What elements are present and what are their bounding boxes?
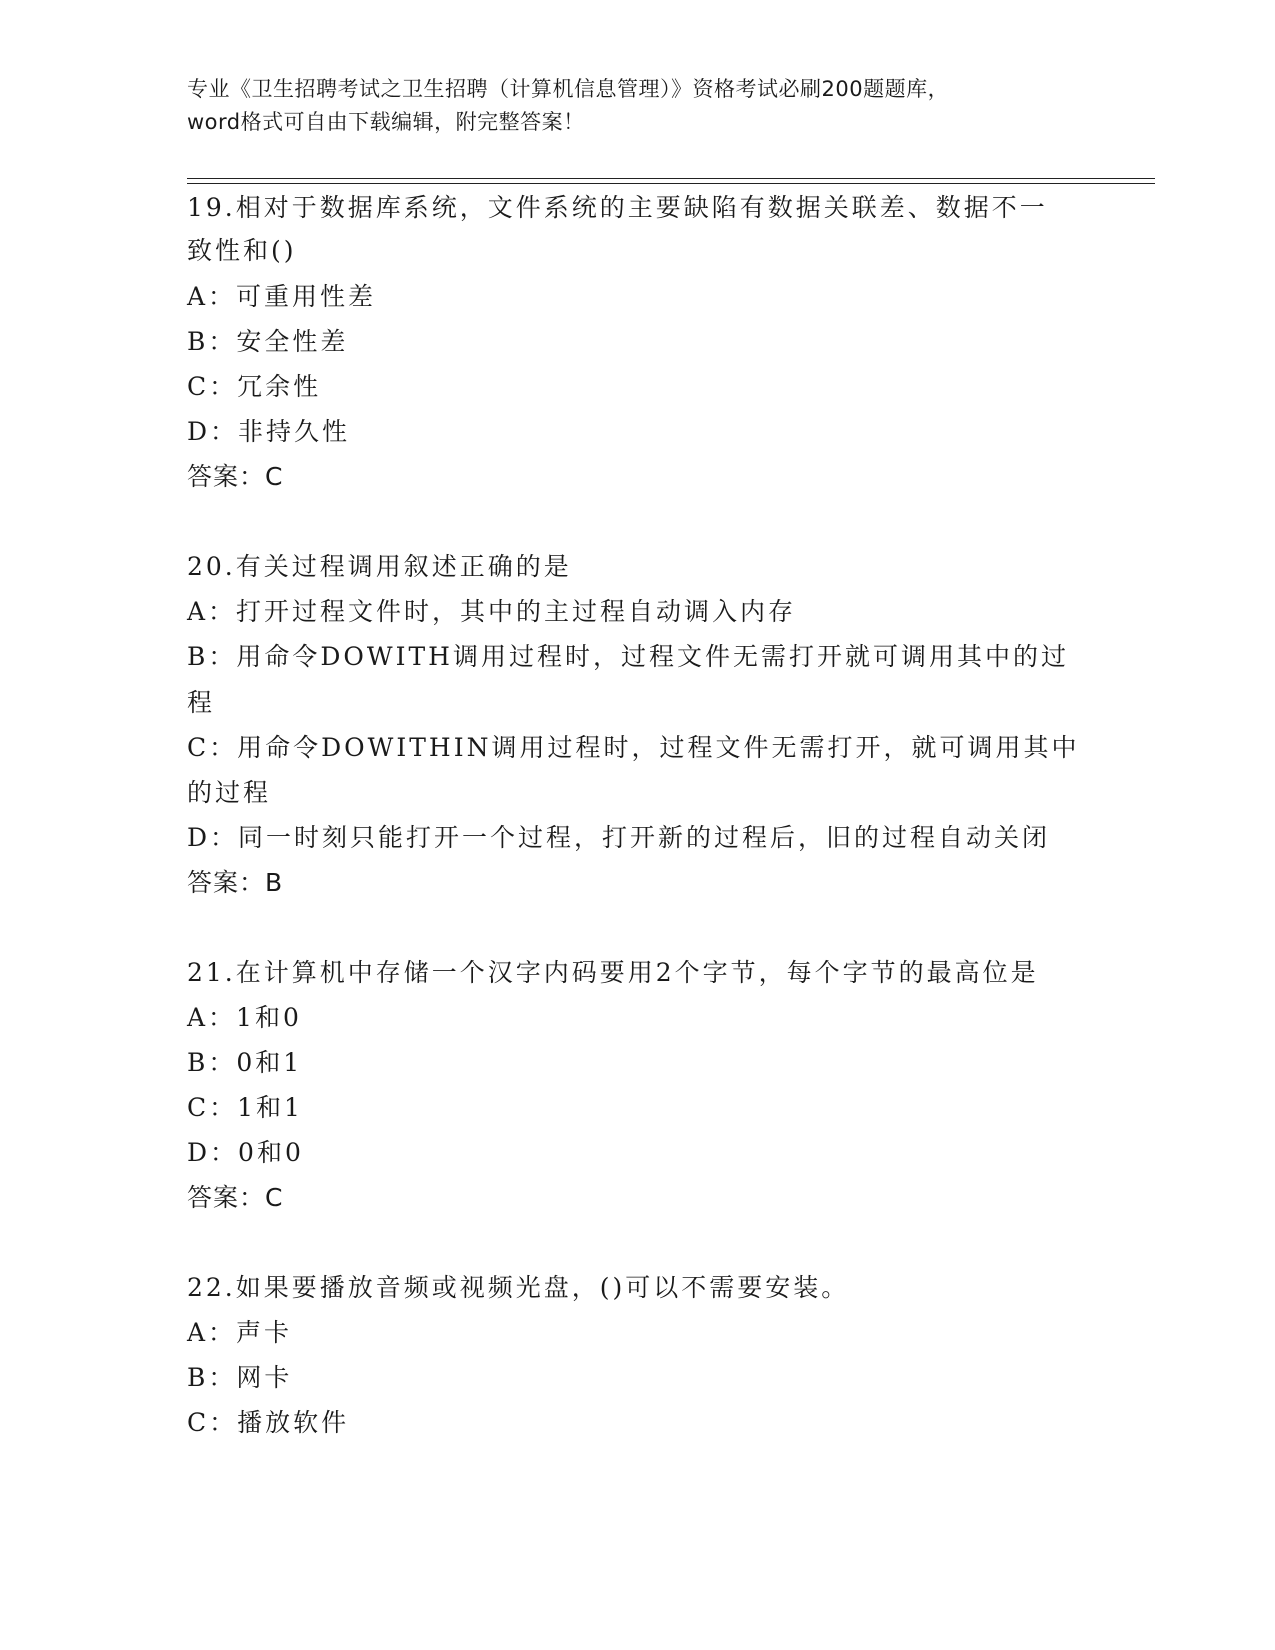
question-22-option-c: C：播放软件 (187, 1408, 350, 1437)
question-19-answer: 答案：C (187, 462, 284, 491)
question-21-option-c: C：1和1 (187, 1093, 303, 1122)
question-22-option-a: A：声卡 (187, 1318, 293, 1347)
question-20-option-d: D：同一时刻只能打开一个过程，打开新的过程后，旧的过程自动关闭 (187, 823, 1051, 852)
question-19-option-a: A：可重用性差 (187, 282, 377, 311)
header-line-2: word格式可自由下载编辑，附完整答案！ (187, 110, 585, 134)
question-21-stem: 21.在计算机中存储一个汉字内码要用2个字节，每个字节的最高位是 (187, 958, 1039, 987)
question-22-stem: 22.如果要播放音频或视频光盘，()可以不需要安装。 (187, 1273, 850, 1302)
question-20-option-b-line-1: B：用命令DOWITH调用过程时，过程文件无需打开就可调用其中的过 (187, 642, 1069, 671)
question-20-option-c-line-1: C：用命令DOWITHIN调用过程时，过程文件无需打开，就可调用其中 (187, 733, 1080, 762)
question-20-option-b-line-2: 程 (187, 688, 216, 717)
header-divider-bottom (187, 183, 1155, 184)
document-header (187, 73, 1087, 139)
question-21-option-d: D：0和0 (187, 1138, 304, 1167)
question-20-option-c-line-2: 的过程 (187, 778, 272, 807)
question-21-option-b: B：0和1 (187, 1048, 303, 1077)
question-20-stem: 20.有关过程调用叙述正确的是 (187, 552, 572, 581)
question-19-option-d: D：非持久性 (187, 417, 351, 446)
question-21-answer: 答案：C (187, 1183, 284, 1212)
question-19-option-b: B：安全性差 (187, 327, 349, 356)
question-20-option-a: A：打开过程文件时，其中的主过程自动调入内存 (187, 597, 797, 626)
header-line-1: 专业《卫生招聘考试之卫生招聘（计算机信息管理）》资格考试必刷200题题库， (187, 77, 950, 101)
question-20-answer: 答案：B (187, 868, 284, 897)
question-21-option-a: A：1和0 (187, 1003, 302, 1032)
question-19-option-c: C：冗余性 (187, 372, 322, 401)
question-19-stem-line-2: 致性和() (187, 236, 297, 265)
header-divider-top (187, 178, 1155, 179)
question-22-option-b: B：网卡 (187, 1363, 293, 1392)
question-19-stem-line-1: 19.相对于数据库系统，文件系统的主要缺陷有数据关联差、数据不一 (187, 193, 1048, 222)
